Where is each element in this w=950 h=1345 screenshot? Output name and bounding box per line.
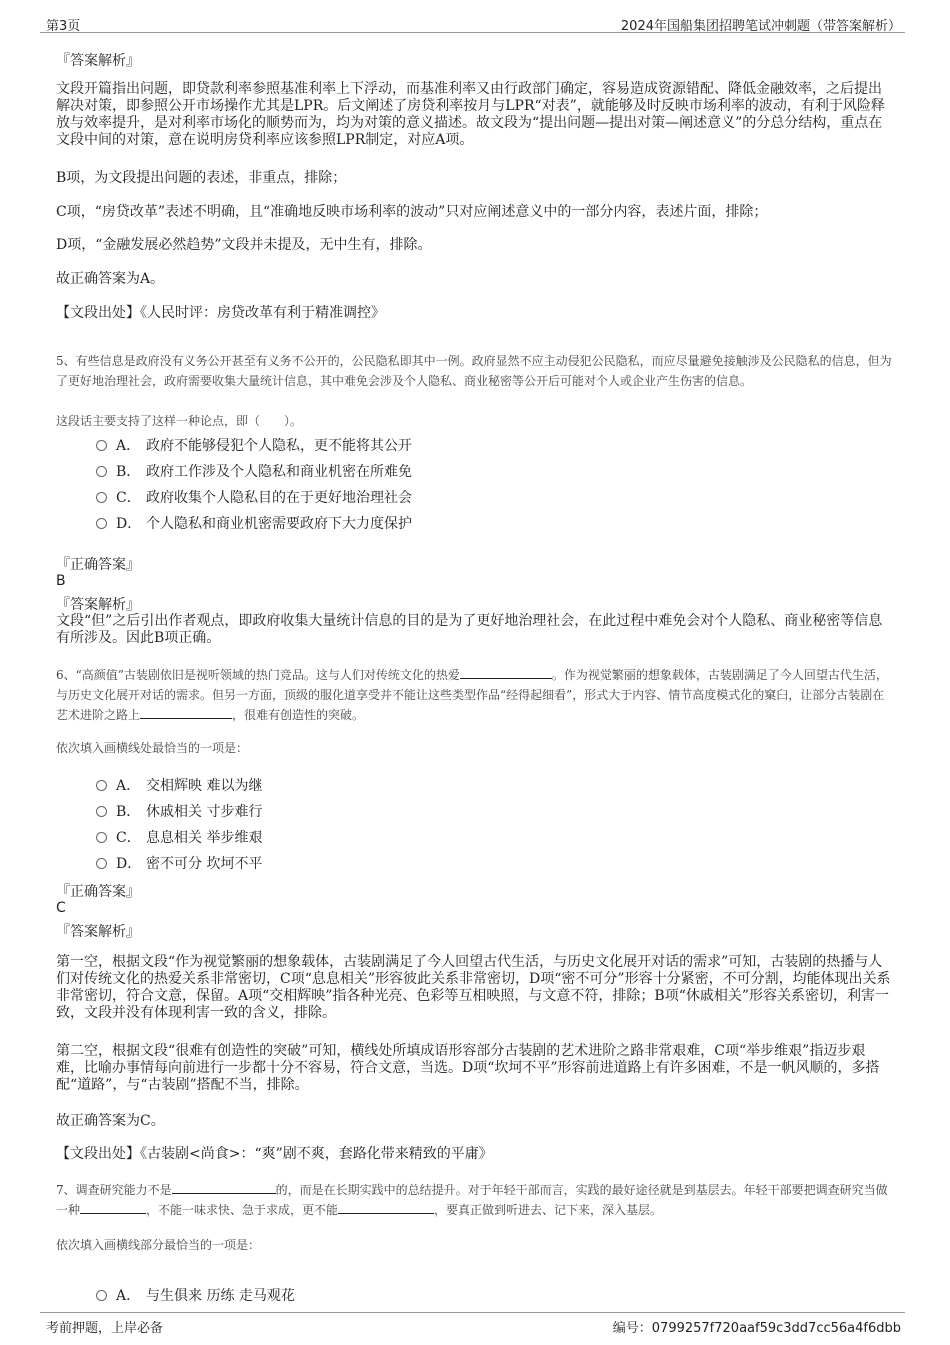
radio-icon[interactable] — [96, 780, 107, 791]
page-number: 第3页 — [46, 19, 81, 34]
option-b[interactable]: B． 政府工作涉及个人隐私和商业机密在所难免 — [96, 461, 412, 481]
document-title: 2024年国船集团招聘笔试冲刺题（带答案解析） — [620, 19, 901, 34]
footer-slogan: 考前押题，上岸必备 — [46, 1321, 164, 1336]
radio-icon[interactable] — [96, 466, 107, 477]
source-citation: 【文段出处】《人民时评：房贷改革有利于精准调控》 — [56, 305, 385, 321]
question-prompt: 依次填入画横线部分最恰当的一项是： — [56, 1238, 261, 1252]
analysis-paragraph: C项，“房贷改革”表述不明确，且“准确地反映市场利率的波动”只对应阐述意义中的一部分内容，表述片面，排除； — [56, 204, 768, 220]
fill-blank — [338, 1201, 434, 1214]
source-citation: 【文段出处】《古装剧<尚食>：“爽”剧不爽，套路化带来精致的平庸》 — [56, 1146, 493, 1162]
page-footer — [40, 1312, 905, 1337]
radio-icon[interactable] — [96, 1290, 107, 1301]
fill-blank — [172, 1181, 276, 1194]
question-prompt: 这段话主要支持了这样一种论点，即（ ）。 — [56, 414, 303, 428]
radio-icon[interactable] — [96, 518, 107, 529]
analysis-conclusion: 故正确答案为A。 — [56, 271, 165, 287]
question-stem: 7、调查研究能力不是 的，而是在长期实践中的总结提升。对于年轻干部而言，实践的最好途径就是到基层去。年轻干部要把调查研究当做一种 ，不能一味求快、急于求成，更不能 ，要真正做到听进去、记下来，深入基层。 — [56, 1183, 888, 1217]
question-stem: 5、有些信息是政府没有义务公开甚至有义务不公开的，公民隐私即其中一例。政府显然不应主动侵犯公民隐私，而应尽量避免接触涉及公民隐私的信息，但为了更好地治理社会，政府需要收集大量统计信息，其中难免会涉及个人隐私、商业秘密等公开后可能对个人或企业产生伤害的信息。 — [56, 354, 892, 388]
analysis-paragraph: 文段“但”之后引出作者观点，即政府收集大量统计信息的目的是为了更好地治理社会，在此过程中难免会对个人隐私、商业秘密等信息有所涉及。因此B项正确。 — [56, 613, 883, 646]
correct-answer: C — [56, 900, 66, 916]
analysis-heading: 『答案解析』 — [56, 53, 140, 69]
radio-icon[interactable] — [96, 806, 107, 817]
option-c[interactable]: C． 息息相关 举步维艰 — [96, 827, 262, 847]
radio-icon[interactable] — [96, 440, 107, 451]
fill-blank — [80, 1201, 146, 1214]
document-id: 编号：0799257f720aaf59c3dd7cc56a4f6dbb — [612, 1321, 901, 1336]
option-d[interactable]: D． 个人隐私和商业机密需要政府下大力度保护 — [96, 513, 412, 533]
fill-blank — [460, 666, 552, 679]
answer-heading: 『正确答案』 — [56, 884, 140, 900]
analysis-paragraph: D项，“金融发展必然趋势”文段并未提及，无中生有，排除。 — [56, 237, 432, 253]
analysis-paragraph: 文段开篇指出问题，即贷款利率参照基准利率上下浮动，而基准利率又由行政部门确定，容易造成资源错配、降低金融效率，之后提出解决对策，即参照公开市场操作尤其是LPR。后文阐述了房贷利率按月与LPR“对表”，就能够及时反映市场利率的波动，有利于风险释放与效率提升，是对利率市场化的顺势而为，均为对策的意义描述。故文段为“提出问题—提出对策—阐述意义”的分总分结构，重点在文段中间的对策，意在说明房贷利率应该参照LPR制定，对应A项。 — [56, 81, 885, 148]
option-a[interactable]: A． 政府不能够侵犯个人隐私，更不能将其公开 — [96, 435, 412, 455]
radio-icon[interactable] — [96, 858, 107, 869]
analysis-paragraph: B项，为文段提出问题的表述，非重点，排除； — [56, 170, 347, 186]
radio-icon[interactable] — [96, 832, 107, 843]
option-a[interactable]: A． 交相辉映 难以为继 — [96, 775, 262, 795]
analysis-paragraph: 第二空，根据文段“很难有创造性的突破”可知，横线处所填成语形容部分古装剧的艺术进阶之路非常艰难，C项“举步维艰”指迈步艰难，比喻办事情每向前进行一步都十分不容易，符合文意，当选。D项“坎坷不平”形容前进道路上有许多困难，不是一帆风顺的，多搭配“道路”，与“古装剧”搭配不当，排除。 — [56, 1043, 880, 1093]
question-stem: 6、“高颜值”古装剧依旧是视听领域的热门竞品。这与人们对传统文化的热爱 。作为视觉繁丽的想象载体，古装剧满足了今人回望古代生活，与历史文化展开对话的需求。但另一方面，顶级的服化道享受并不能让这些类型作品“经得起细看”，形式大于内容、情节高度模式化的窠臼，让部分古装剧在艺术进阶之路上 ，很难有创造性的突破。 — [56, 668, 888, 722]
page-header — [40, 12, 905, 33]
analysis-conclusion: 故正确答案为C。 — [56, 1113, 165, 1129]
correct-answer: B — [56, 573, 66, 589]
option-b[interactable]: B． 休戚相关 寸步难行 — [96, 801, 262, 821]
option-c[interactable]: C． 政府收集个人隐私目的在于更好地治理社会 — [96, 487, 412, 507]
radio-icon[interactable] — [96, 492, 107, 503]
fill-blank — [140, 706, 232, 719]
option-a[interactable]: A． 与生俱来 历练 走马观花 — [96, 1285, 295, 1305]
analysis-heading: 『答案解析』 — [56, 597, 140, 613]
analysis-heading: 『答案解析』 — [56, 924, 140, 940]
answer-heading: 『正确答案』 — [56, 557, 140, 573]
option-d[interactable]: D． 密不可分 坎坷不平 — [96, 853, 262, 873]
analysis-paragraph: 第一空，根据文段“作为视觉繁丽的想象载体，古装剧满足了今人回望古代生活，与历史文化展开对话的需求”可知，古装剧的热播与人们对传统文化的热爱关系非常密切，C项“息息相关”形容彼此关系非常密切，D项“密不可分”形容十分紧密，不可分割，均能体现出关系非常密切，符合文意，保留。A项“交相辉映”指各种光亮、色彩等互相映照，与文意不符，排除；B项“休戚相关”形容关系密切，利害一致，文段并没有体现利害一致的含义，排除。 — [56, 954, 891, 1021]
question-prompt: 依次填入画横线处最恰当的一项是： — [56, 741, 249, 755]
